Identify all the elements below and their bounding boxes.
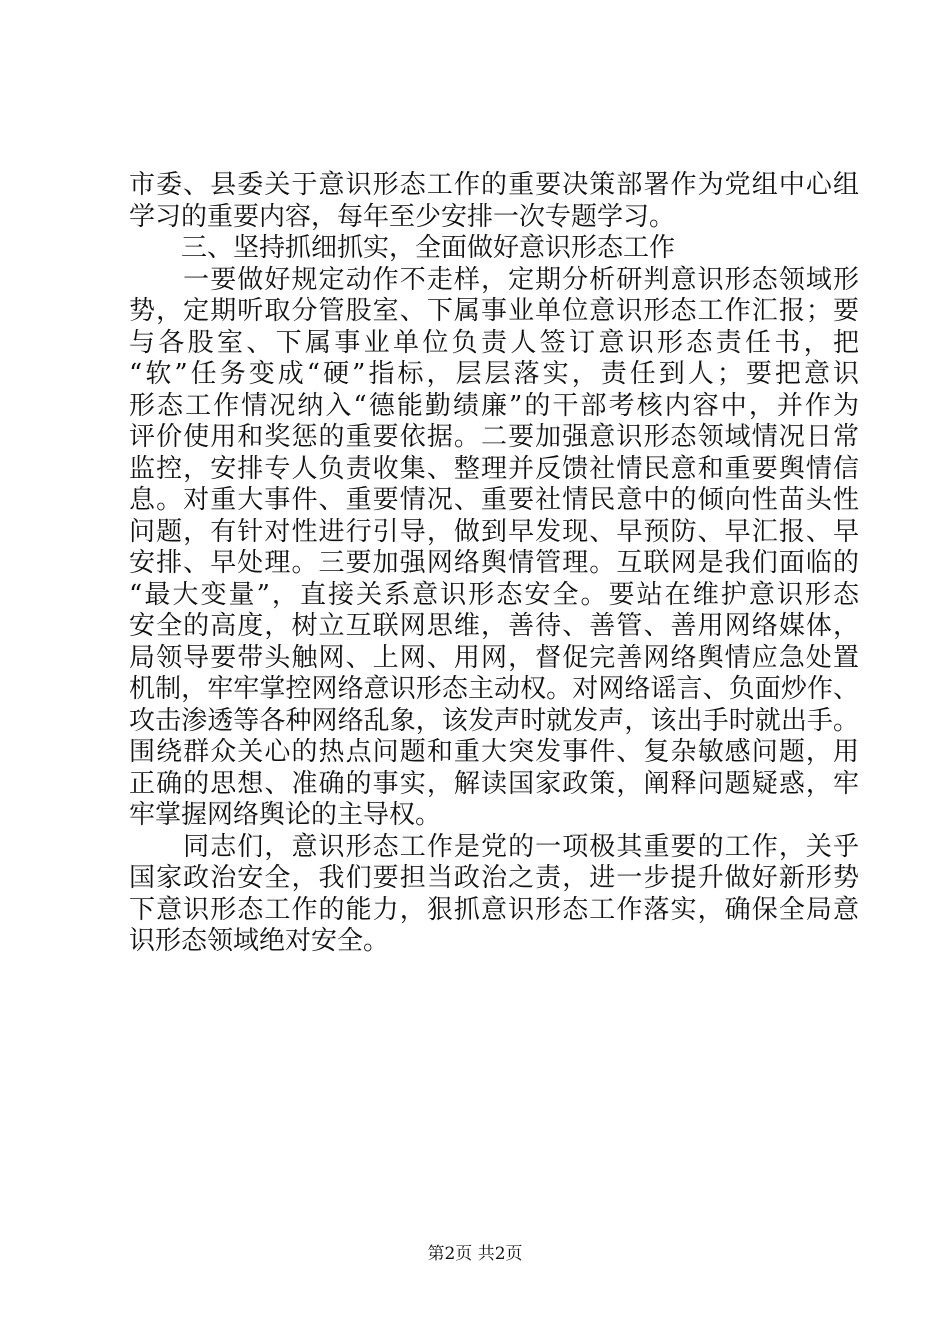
text-line-10: 监控，安排专人负责收集、整理并反馈社情民意和重要舆情信 <box>129 453 859 484</box>
document-body <box>129 170 859 958</box>
text-line-23: 国家政治安全，我们要担当政治之责，进一步提升做好新形势 <box>129 863 859 893</box>
text-line-14: “最大变量”，直接关系意识形态安全。要站在维护意识形态 <box>129 579 859 610</box>
text-line-5: 势，定期听取分管股室、下属事业单位意识形态工作汇报；要 <box>129 296 859 326</box>
text-line-7: “软”任务变成“硬”指标，层层落实，责任到人；要把意识 <box>129 359 859 389</box>
text-line-15: 安全的高度，树立互联网思维，善待、善管、善用网络媒体， <box>129 611 859 641</box>
text-line-1: 市委、县委关于意识形态工作的重要决策部署作为党组中心组 <box>129 170 859 200</box>
text-line-20: 正确的思想、准确的事实，解读国家政策，阐释问题疑惑，牢 <box>129 768 859 799</box>
text-line-16: 局领导要带头触网、上网、用网，督促完善网络舆情应急处置 <box>129 642 859 673</box>
page-footer: 第2页 共2页 <box>427 1244 523 1264</box>
section-heading: 三、坚持抓细抓实，全面做好意识形态工作 <box>129 233 676 263</box>
text-line-17: 机制，牢牢掌控网络意识形态主动权。对网络谣言、负面炒作、 <box>129 674 859 704</box>
text-line-11: 息。对重大事件、重要情况、重要社情民意中的倾向性苗头性 <box>129 485 859 515</box>
text-line-22: 同志们，意识形态工作是党的一项极其重要的工作，关乎 <box>129 831 859 862</box>
text-line-18: 攻击渗透等各种网络乱象，该发声时就发声，该出手时就出手。 <box>129 705 859 736</box>
text-line-19: 围绕群众关心的热点问题和重大突发事件、复杂敏感问题，用 <box>129 737 859 767</box>
text-line-8: 形态工作情况纳入“德能勤绩廉”的干部考核内容中，并作为 <box>129 390 859 421</box>
text-line-12: 问题，有针对性进行引导，做到早发现、早预防、早汇报、早 <box>129 516 859 547</box>
text-line-25: 识形态领域绝对安全。 <box>129 926 390 956</box>
text-line-9: 评价使用和奖惩的重要依据。二要加强意识形态领域情况日常 <box>129 422 859 452</box>
text-line-13: 安排、早处理。三要加强网络舆情管理。互联网是我们面临的 <box>129 548 859 578</box>
text-line-6: 与各股室、下属事业单位负责人签订意识形态责任书，把 <box>129 327 859 358</box>
text-line-2: 学习的重要内容，每年至少安排一次专题学习。 <box>129 201 676 232</box>
text-line-24: 下意识形态工作的能力，狠抓意识形态工作落实，确保全局意 <box>129 894 859 925</box>
text-line-21: 牢掌握网络舆论的主导权。 <box>129 800 442 830</box>
text-line-4: 一要做好规定动作不走样，定期分析研判意识形态领域形 <box>129 264 859 295</box>
